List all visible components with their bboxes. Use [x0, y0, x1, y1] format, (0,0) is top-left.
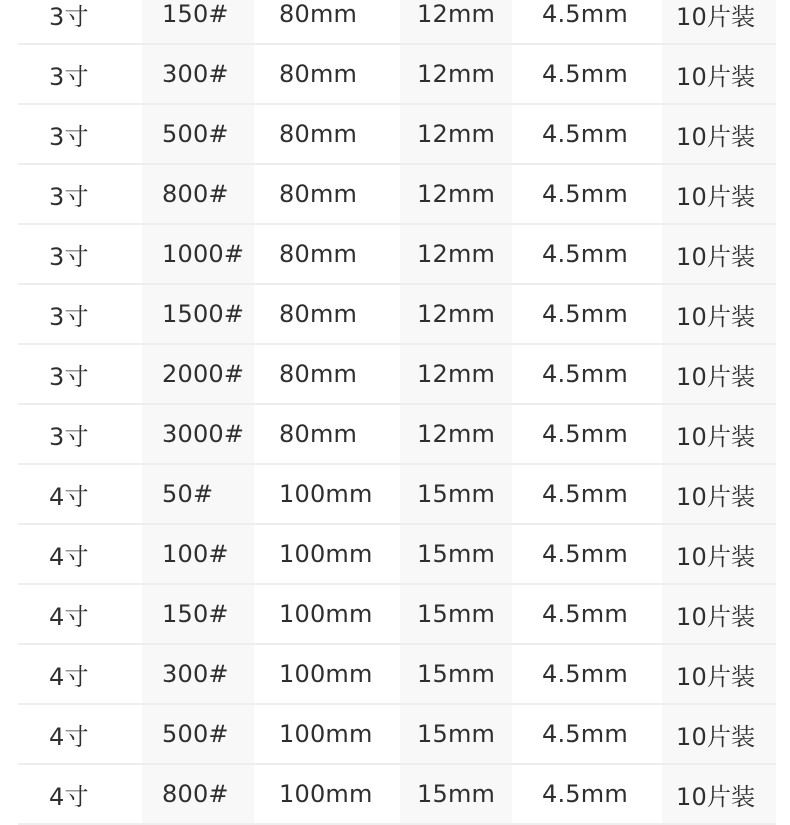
diameter-cell: 100mm	[254, 585, 400, 643]
pack-cell: 10片装	[662, 225, 776, 283]
bore-cell: 15mm	[400, 585, 512, 643]
pack-cell: 10片装	[662, 765, 776, 823]
pack-cell: 10片装	[662, 45, 776, 103]
bore-cell: 15mm	[400, 645, 512, 703]
grit-cell: 1000#	[142, 225, 254, 283]
thickness-cell: 4.5mm	[512, 525, 662, 583]
bore-cell: 12mm	[400, 105, 512, 163]
size-cell: 3寸	[18, 45, 142, 103]
bore-cell: 12mm	[400, 45, 512, 103]
diameter-cell: 80mm	[254, 105, 400, 163]
table-row	[18, 705, 776, 765]
bore-cell: 12mm	[400, 0, 512, 43]
size-cell: 4寸	[18, 525, 142, 583]
table-row	[18, 585, 776, 645]
size-cell: 3寸	[18, 405, 142, 463]
size-cell: 3寸	[18, 165, 142, 223]
diameter-cell: 100mm	[254, 525, 400, 583]
pack-cell: 10片装	[662, 285, 776, 343]
thickness-cell: 4.5mm	[512, 585, 662, 643]
pack-cell: 10片装	[662, 525, 776, 583]
table-row	[18, 285, 776, 345]
size-cell: 3寸	[18, 105, 142, 163]
table-row	[18, 345, 776, 405]
grit-cell: 100#	[142, 525, 254, 583]
table-row	[18, 405, 776, 465]
grit-cell: 150#	[142, 585, 254, 643]
diameter-cell: 80mm	[254, 225, 400, 283]
diameter-cell: 80mm	[254, 405, 400, 463]
table-row	[18, 525, 776, 585]
grit-cell: 50#	[142, 465, 254, 523]
table-row	[18, 165, 776, 225]
table-row	[18, 0, 776, 45]
table-row	[18, 765, 776, 825]
diameter-cell: 80mm	[254, 165, 400, 223]
diameter-cell: 80mm	[254, 285, 400, 343]
grit-cell: 3000#	[142, 405, 254, 463]
pack-cell: 10片装	[662, 0, 776, 43]
grit-cell: 150#	[142, 0, 254, 43]
table-row	[18, 645, 776, 705]
pack-cell: 10片装	[662, 645, 776, 703]
table-row	[18, 465, 776, 525]
diameter-cell: 80mm	[254, 345, 400, 403]
thickness-cell: 4.5mm	[512, 0, 662, 43]
bore-cell: 15mm	[400, 465, 512, 523]
diameter-cell: 80mm	[254, 45, 400, 103]
table-row	[18, 105, 776, 165]
bore-cell: 15mm	[400, 705, 512, 763]
spec-table	[18, 0, 776, 825]
size-cell: 4寸	[18, 585, 142, 643]
thickness-cell: 4.5mm	[512, 105, 662, 163]
bore-cell: 15mm	[400, 525, 512, 583]
thickness-cell: 4.5mm	[512, 285, 662, 343]
bore-cell: 12mm	[400, 285, 512, 343]
thickness-cell: 4.5mm	[512, 465, 662, 523]
bore-cell: 15mm	[400, 765, 512, 823]
bore-cell: 12mm	[400, 225, 512, 283]
thickness-cell: 4.5mm	[512, 405, 662, 463]
table-row	[18, 225, 776, 285]
thickness-cell: 4.5mm	[512, 765, 662, 823]
bore-cell: 12mm	[400, 345, 512, 403]
diameter-cell: 100mm	[254, 465, 400, 523]
pack-cell: 10片装	[662, 405, 776, 463]
size-cell: 3寸	[18, 225, 142, 283]
thickness-cell: 4.5mm	[512, 705, 662, 763]
pack-cell: 10片装	[662, 585, 776, 643]
pack-cell: 10片装	[662, 105, 776, 163]
pack-cell: 10片装	[662, 705, 776, 763]
diameter-cell: 100mm	[254, 645, 400, 703]
grit-cell: 800#	[142, 765, 254, 823]
diameter-cell: 100mm	[254, 765, 400, 823]
grit-cell: 800#	[142, 165, 254, 223]
grit-cell: 300#	[142, 45, 254, 103]
size-cell: 4寸	[18, 705, 142, 763]
pack-cell: 10片装	[662, 345, 776, 403]
grit-cell: 1500#	[142, 285, 254, 343]
thickness-cell: 4.5mm	[512, 345, 662, 403]
size-cell: 4寸	[18, 645, 142, 703]
pack-cell: 10片装	[662, 465, 776, 523]
diameter-cell: 100mm	[254, 705, 400, 763]
grit-cell: 300#	[142, 645, 254, 703]
grit-cell: 500#	[142, 705, 254, 763]
size-cell: 4寸	[18, 765, 142, 823]
bore-cell: 12mm	[400, 165, 512, 223]
thickness-cell: 4.5mm	[512, 225, 662, 283]
size-cell: 3寸	[18, 285, 142, 343]
size-cell: 3寸	[18, 345, 142, 403]
bore-cell: 12mm	[400, 405, 512, 463]
size-cell: 3寸	[18, 0, 142, 43]
grit-cell: 2000#	[142, 345, 254, 403]
diameter-cell: 80mm	[254, 0, 400, 43]
grit-cell: 500#	[142, 105, 254, 163]
thickness-cell: 4.5mm	[512, 645, 662, 703]
thickness-cell: 4.5mm	[512, 45, 662, 103]
thickness-cell: 4.5mm	[512, 165, 662, 223]
pack-cell: 10片装	[662, 165, 776, 223]
size-cell: 4寸	[18, 465, 142, 523]
table-row	[18, 45, 776, 105]
